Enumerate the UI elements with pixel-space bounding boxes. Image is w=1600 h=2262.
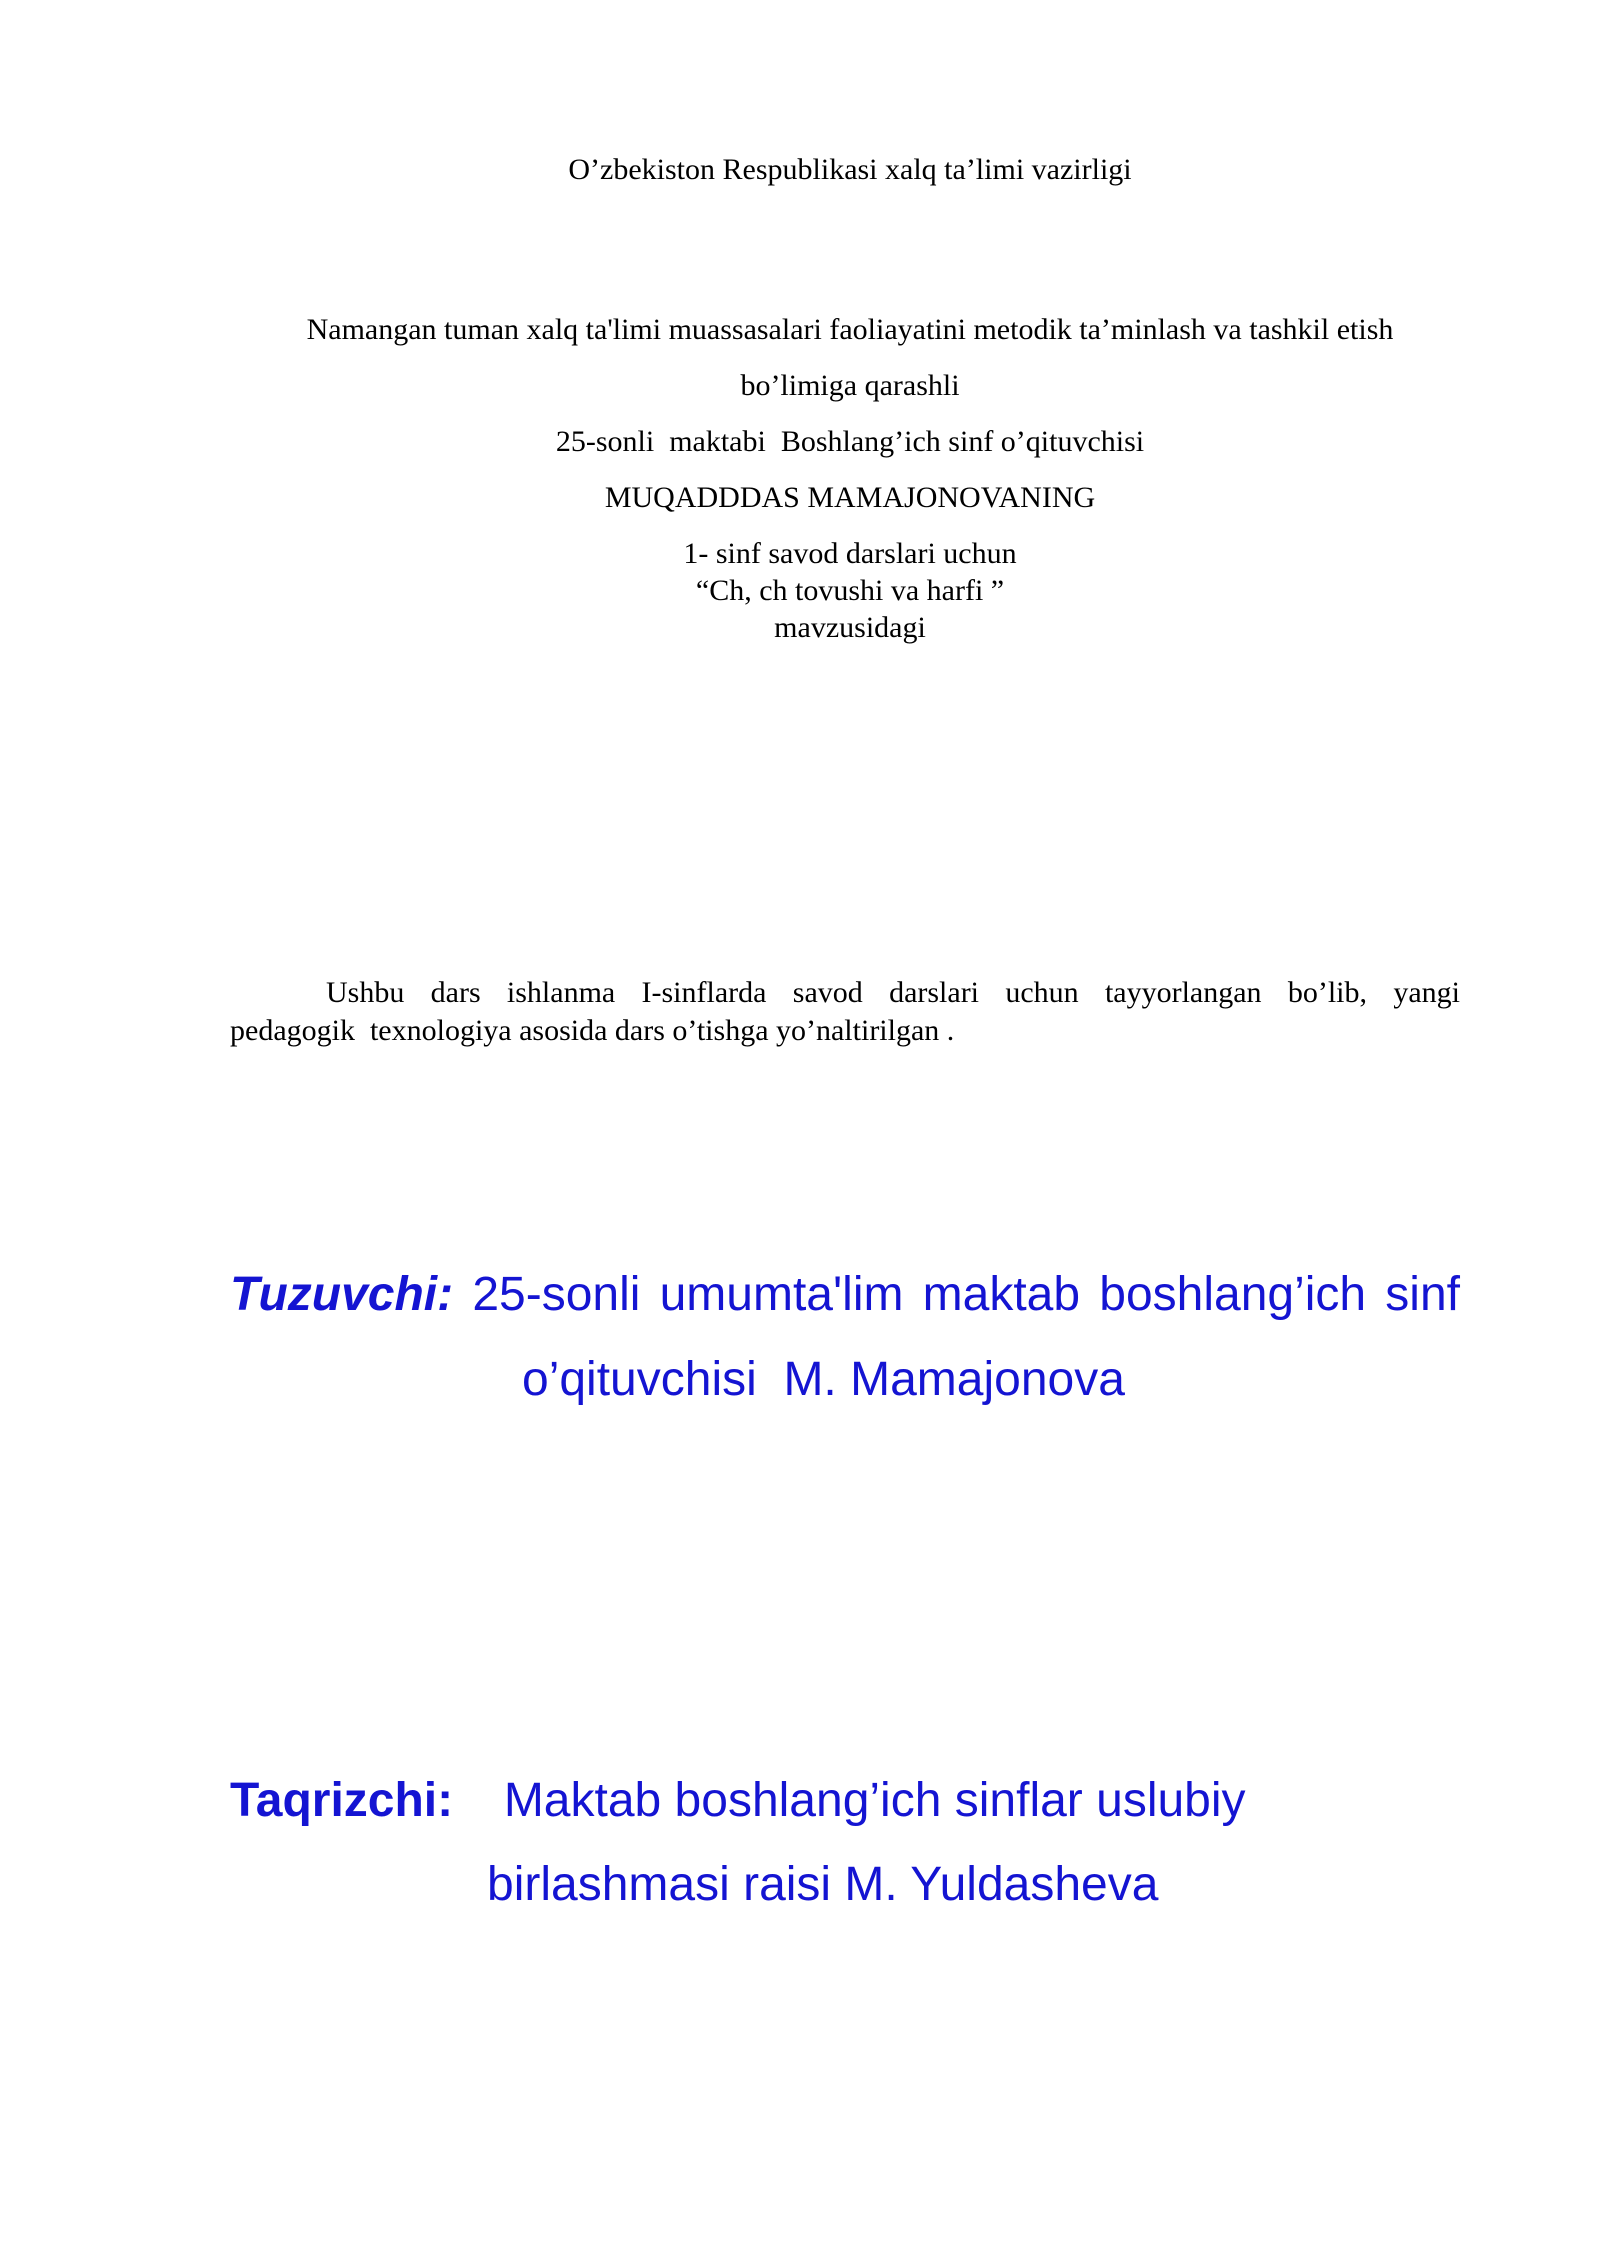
reviewer-credit-line-1	[230, 1773, 1246, 1828]
author-credit-line-2: o’qituvchisi M. Mamajonova	[522, 1353, 1125, 1406]
reviewer-credit-line-2: birlashmasi raisi M. Yuldasheva	[487, 1858, 1159, 1911]
intro-word: bo’lib,	[1287, 976, 1368, 1009]
intro-line-2: pedagogik texnologiya asosida dars o’tishga yo’naltirilgan .	[230, 1014, 955, 1047]
intro-word: tayyorlangan	[1104, 976, 1262, 1009]
author-label: Tuzuvchi:	[230, 1268, 454, 1321]
intro-word: uchun	[1005, 976, 1079, 1009]
reviewer-text-line-1: Maktab boshlang’ich sinflar uslubiy	[503, 1774, 1246, 1827]
author-word: sinf	[1385, 1268, 1460, 1321]
author-word: boshlang’ich	[1099, 1268, 1367, 1321]
department-line-1: Namangan tuman xalq ta'limi muassasalari faoliayatini metodik ta’minlash va tashkil etish	[306, 313, 1394, 346]
about-line: mavzusidagi	[774, 611, 926, 644]
intro-word: savod	[792, 976, 863, 1009]
reviewer-label: Taqrizchi:	[230, 1774, 454, 1827]
intro-word: I-sinflarda	[641, 976, 767, 1009]
author-credit-line-1	[230, 1267, 1460, 1322]
intro-word: darslari	[889, 976, 980, 1009]
intro-word: dars	[430, 976, 481, 1009]
intro-paragraph	[230, 974, 1460, 1050]
author-word: maktab	[922, 1268, 1081, 1321]
topic-line: “Ch, ch tovushi va harfi ”	[695, 574, 1005, 607]
intro-word: Ushbu	[326, 976, 405, 1009]
intro-word: yangi	[1393, 976, 1460, 1009]
author-word: umumta'lim	[659, 1268, 904, 1321]
department-line-2: bo’limiga qarashli	[740, 369, 960, 402]
author-name-heading: MUQADDDAS MAMAJONOVANING	[604, 481, 1096, 514]
intro-line-1	[230, 974, 1460, 1012]
school-line: 25-sonli maktabi Boshlang’ich sinf o’qituvchisi	[555, 425, 1145, 458]
intro-word: ishlanma	[506, 976, 616, 1009]
author-word: 25-sonli	[472, 1268, 641, 1321]
class-line: 1- sinf savod darslari uchun	[683, 537, 1017, 570]
ministry-title: O’zbekiston Respublikasi xalq ta’limi vazirligi	[568, 153, 1132, 186]
